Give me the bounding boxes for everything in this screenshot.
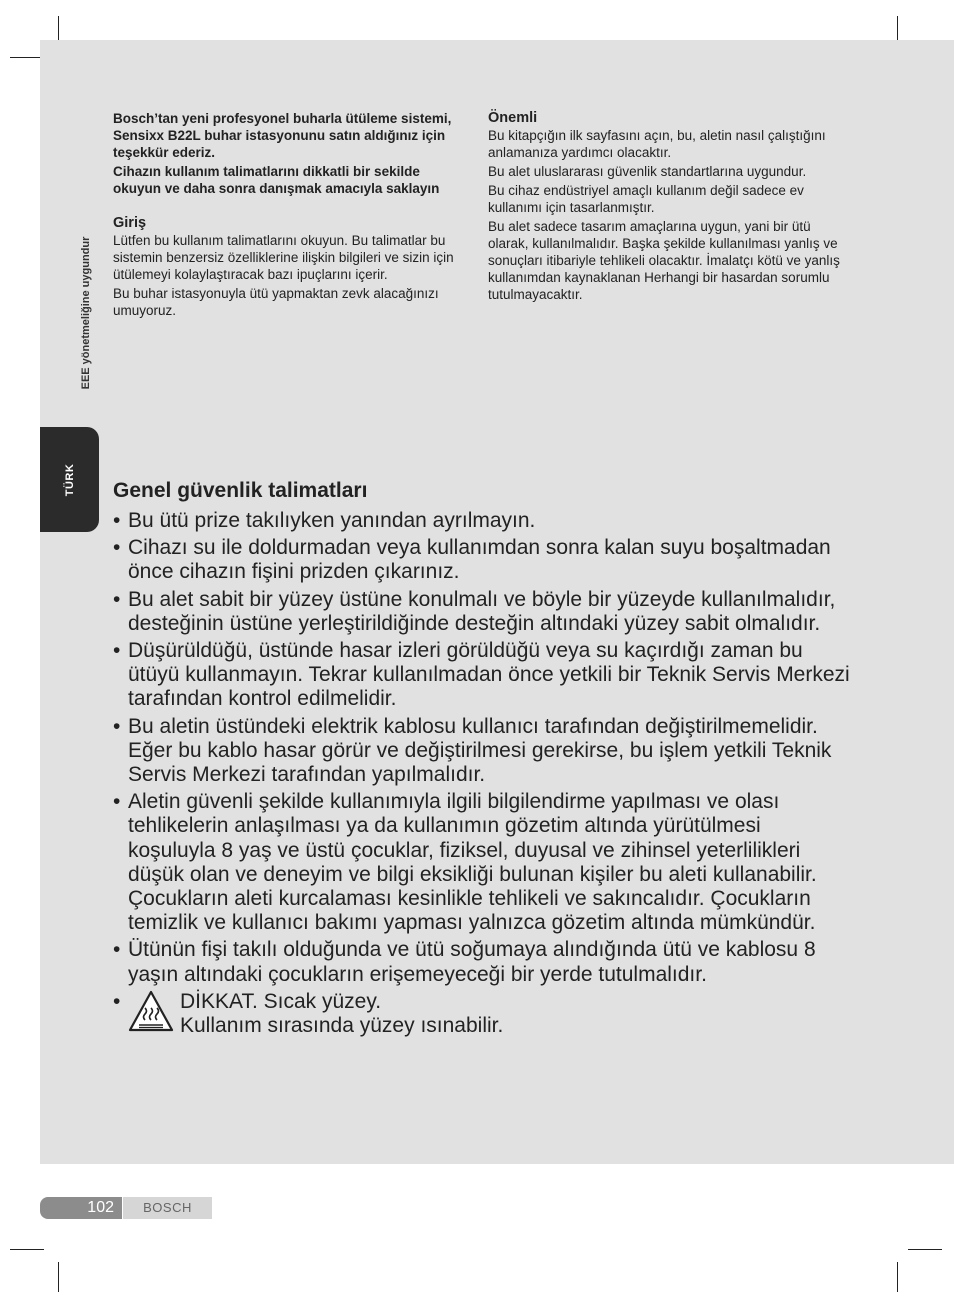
bullet-icon: • bbox=[113, 639, 121, 663]
page-number: 102 bbox=[40, 1197, 122, 1219]
intro-thanks: Bosch’tan yeni profesyonel buharla ütüleme sistemi, Sensixx B22L buhar istasyonunu satın aldığınız için teşekkür ederiz. bbox=[113, 111, 452, 160]
left-column bbox=[113, 110, 465, 321]
warning-line-1: DİKKAT. Sıcak yüzey. bbox=[180, 989, 382, 1013]
safety-item-text: Bu ütü prize takılıyken yanından ayrılmayın. bbox=[128, 509, 536, 532]
crop-mark bbox=[897, 1262, 898, 1292]
bullet-icon: • bbox=[113, 587, 121, 611]
safety-item bbox=[113, 938, 853, 986]
bullet-icon: • bbox=[113, 536, 121, 560]
language-tab bbox=[40, 427, 99, 532]
important-heading: Önemli bbox=[488, 110, 538, 126]
safety-item bbox=[113, 509, 853, 533]
language-tab-label: TÜRK bbox=[63, 463, 76, 496]
safety-item-text: Bu alet sabit bir yüzey üstüne konulmalı ve böyle bir yüzeyde kullanılmalıdır, desteğinin üstüne yerleştirildiğinde desteğin altındaki yüzey sabit olmalıdır. bbox=[128, 587, 836, 635]
important-paragraph: Bu kitapçığın ilk sayfasını açın, bu, aletin nasıl çalıştığını anlamanıza yardımcı olacaktır. bbox=[488, 128, 826, 160]
crop-mark bbox=[908, 1249, 942, 1250]
safety-item bbox=[113, 790, 853, 935]
crop-mark bbox=[10, 57, 44, 58]
safety-item-text: Bu aletin üstündeki elektrik kablosu kullanıcı tarafından değiştirilmemelidir. Eğer bu kablo hasar görür ve değiştirilmesi gerekirse, bu işlem yetkili Teknik Servis Merkezi tarafından yapılmalıdır. bbox=[128, 714, 832, 787]
bullet-icon: • bbox=[113, 509, 121, 532]
bullet-icon: • bbox=[113, 714, 121, 738]
right-column bbox=[488, 110, 844, 305]
safety-item bbox=[113, 588, 853, 636]
safety-item bbox=[113, 536, 853, 584]
warning-text bbox=[180, 990, 503, 1038]
safety-item-text: Aletin güvenli şekilde kullanımıyla ilgili bilgilendirme yapılması ve olası tehlikelerin anlaşılması ya da kullanımın gözetim altında yürütülmesi koşuluyla 8 yaş ve üstü çocuklar, fiziksel, duyusal ve zihinsel yeterlilikleri düşük olan ve deneyim ve bilgi eksikliği bulunan kişiler bu aleti kullanabilir. Çocukların aleti kurcalaması kesinlikle tehlikeli ve sakıncalıdır. Çocukların temizlik ve kullanıcı bakımı yapması yalnızca gözetim altında mümkündür. bbox=[128, 790, 817, 935]
important-paragraph: Bu cihaz endüstriyel amaçlı kullanım değil sadece ev kullanımı için tasarlanmıştır. bbox=[488, 183, 804, 215]
important-paragraph: Bu alet uluslararası güvenlik standartlarına uygundur. bbox=[488, 164, 807, 179]
safety-item bbox=[113, 639, 853, 712]
safety-section bbox=[113, 478, 853, 1041]
crop-mark bbox=[10, 1249, 44, 1250]
safety-item-text: Cihazı su ile doldurmadan veya kullanımdan sonra kalan suyu boşaltmadan önce cihazın fişini prizden çıkarınız. bbox=[128, 536, 831, 584]
hot-surface-warning bbox=[128, 990, 853, 1038]
safety-title: Genel güvenlik talimatları bbox=[113, 479, 368, 502]
safety-item-text: Ütünün fişi takılı olduğunda ve ütü soğumaya alındığında ütü ve kablosu 8 yaşın altındaki çocukların erişemeyeceği bir yerde tutulmalıdır. bbox=[128, 938, 816, 986]
bullet-icon: • bbox=[113, 989, 121, 1013]
brand-label: BOSCH bbox=[123, 1197, 212, 1219]
bullet-icon: • bbox=[113, 790, 121, 814]
safety-item bbox=[113, 715, 853, 788]
safety-warning-item bbox=[113, 990, 853, 1038]
bullet-icon: • bbox=[113, 938, 121, 962]
hot-surface-warning-icon bbox=[128, 990, 174, 1032]
introduction-paragraph: Lütfen bu kullanım talimatlarını okuyun. Bu talimatlar bu sistemin benzersiz özelliklerine ilişkin bilgileri ve sizin için ütülemeyi kolaylaştıracak bazı ipuçlarını içerir. bbox=[113, 233, 454, 282]
intro-read-instructions: Cihazın kullanım talimatlarını dikkatli bir sekilde okuyun ve daha sonra danışmak amacıyla saklayın bbox=[113, 164, 440, 196]
important-paragraph: Bu alet sadece tasarım amaçlarına uygun, yani bir ütü olarak, kullanılmalıdır. Başka şekilde kullanılması yanlış ve sonuçları itibariyle tehlikeli olacaktır. İmalatçı kötü ve yanlış kullanımdan kaynaklanan Herhangi bir hasardan sorumlu tutulmayacaktır. bbox=[488, 219, 840, 302]
crop-mark bbox=[58, 1262, 59, 1292]
safety-list bbox=[113, 509, 853, 1038]
warning-line-2: Kullanım sırasında yüzey ısınabilir. bbox=[180, 1014, 504, 1038]
introduction-heading: Giriş bbox=[113, 215, 147, 231]
safety-item-text: Düşürüldüğü, üstünde hasar izleri görüldüğü veya su kaçırdığı zaman bu ütüyü kullanmayın. Tekrar kullanılmadan önce yetkili bir Teknik Servis Merkezi tarafından kontrol edilmelidir. bbox=[128, 639, 850, 711]
eee-compliance-text: EEE yönetmeliğine uygundur bbox=[80, 236, 92, 390]
introduction-paragraph: Bu buhar istasyonuyla ütü yapmaktan zevk alacağınızı umuyoruz. bbox=[113, 286, 439, 318]
